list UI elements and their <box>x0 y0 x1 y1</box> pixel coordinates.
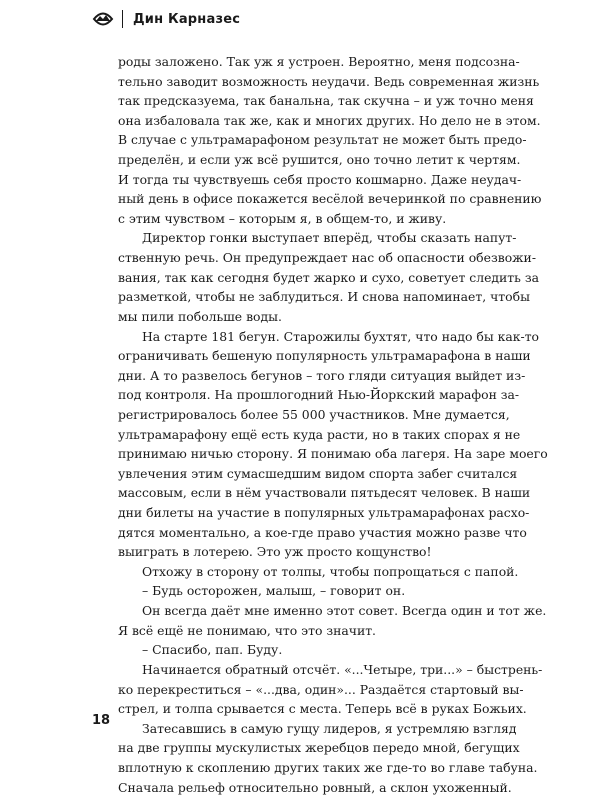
text-line: выиграть в лотерею. Это уж просто кощунство! <box>118 544 432 560</box>
text-line: она избаловала так же, как и многих других. Но дело не в этом. <box>118 112 541 128</box>
text-line: Отхожу в сторону от толпы, чтобы попрощаться с папой. <box>142 563 519 579</box>
text-line: дни билеты на участие в популярных ультрамарафонах расхо- <box>118 505 530 521</box>
text-line: под контроля. На прошлогодний Нью-Йоркский марафон за- <box>118 387 520 403</box>
text-line: Сначала рельеф относительно ровный, а склон ухоженный. <box>118 779 512 795</box>
text-line: дни. А то развелось бегунов – того гляди ситуация выйдет из- <box>118 367 526 383</box>
text-line: ультрамарафону ещё есть куда расти, но в таких спорах я не <box>118 426 521 442</box>
text-line: – Будь осторожен, малыш, – говорит он. <box>142 583 406 599</box>
text-line: стрел, и толпа срывается с места. Теперь всё в руках Божьих. <box>118 701 527 717</box>
text-line: роды заложено. Так уж я устроен. Вероятно, меня подсозна- <box>118 54 520 69</box>
text-line: Я всё ещё не понимаю, что это значит. <box>118 622 376 638</box>
text-line: с этим чувством – которым я, в общем-то, и живу. <box>118 210 447 226</box>
text-line: В случае с ультрамарафоном результат не может быть предо- <box>118 132 527 148</box>
text-line: Директор гонки выступает вперёд, чтобы сказать напут- <box>142 230 517 246</box>
text-line: Он всегда даёт мне именно этот совет. Всегда один и тот же. <box>142 603 547 619</box>
page-number: 18 <box>92 713 111 728</box>
text-line: ственную речь. Он предупреждает нас об опасности обезвожи- <box>118 250 537 266</box>
text-line: массовым, если в нём участвовали пятьдесят человек. В наши <box>118 485 531 501</box>
text-line: на две группы мускулистых жеребцов передо мной, бегущих <box>118 740 520 756</box>
page-header <box>92 8 240 30</box>
publisher-logo-icon <box>92 10 114 28</box>
text-line: вания, так как сегодня будет жарко и сухо, советует следить за <box>118 269 539 285</box>
text-line: увлечения этим сумасшедшим видом спорта забег считался <box>118 465 518 481</box>
header-divider <box>122 10 123 28</box>
text-line: И тогда ты чувствуешь себя просто кошмарно. Даже неудач- <box>118 171 522 187</box>
text-line: разметкой, чтобы не заблудиться. И снова напоминает, чтобы <box>118 289 530 305</box>
text-line: так предсказуема, так банальна, так скучна – и уж точно меня <box>118 93 534 109</box>
text-line: На старте 181 бегун. Старожилы бухтят, что надо бы как-то <box>142 328 540 344</box>
text-line: Затесавшись в самую гущу лидеров, я устремляю взгляд <box>142 720 517 736</box>
text-line: – Спасибо, пап. Буду. <box>142 642 283 658</box>
text-line: ко перекреститься – «...два, один»... Раздаётся стартовый вы- <box>118 681 524 697</box>
body-text <box>118 52 548 797</box>
text-line: вплотную к скоплению других таких же где-то во главе табуна. <box>118 759 538 775</box>
text-line: тельно заводит возможность неудачи. Ведь современная жизнь <box>118 73 540 89</box>
text-line: принимаю ничью сторону. Я понимаю оба лагеря. На заре моего <box>118 446 548 462</box>
text-line: Начинается обратный отсчёт. «...Четыре, три...» – быстрень- <box>142 661 543 677</box>
text-line: ограничивать бешеную популярность ультрамарафона в наши <box>118 348 531 364</box>
text-line: пределён, и если уж всё рушится, оно точно летит к чертям. <box>118 152 521 168</box>
text-line: регистрировалось более 55 000 участников. Мне думается, <box>118 406 510 422</box>
text-line: мы пили побольше воды. <box>118 308 282 324</box>
text-line: ный день в офисе покажется весёлой вечеринкой по сравнению <box>118 191 542 207</box>
running-head-author: Дин Карназес <box>133 11 241 27</box>
text-line: дятся моментально, а кое-где право участия можно разве что <box>118 524 527 540</box>
